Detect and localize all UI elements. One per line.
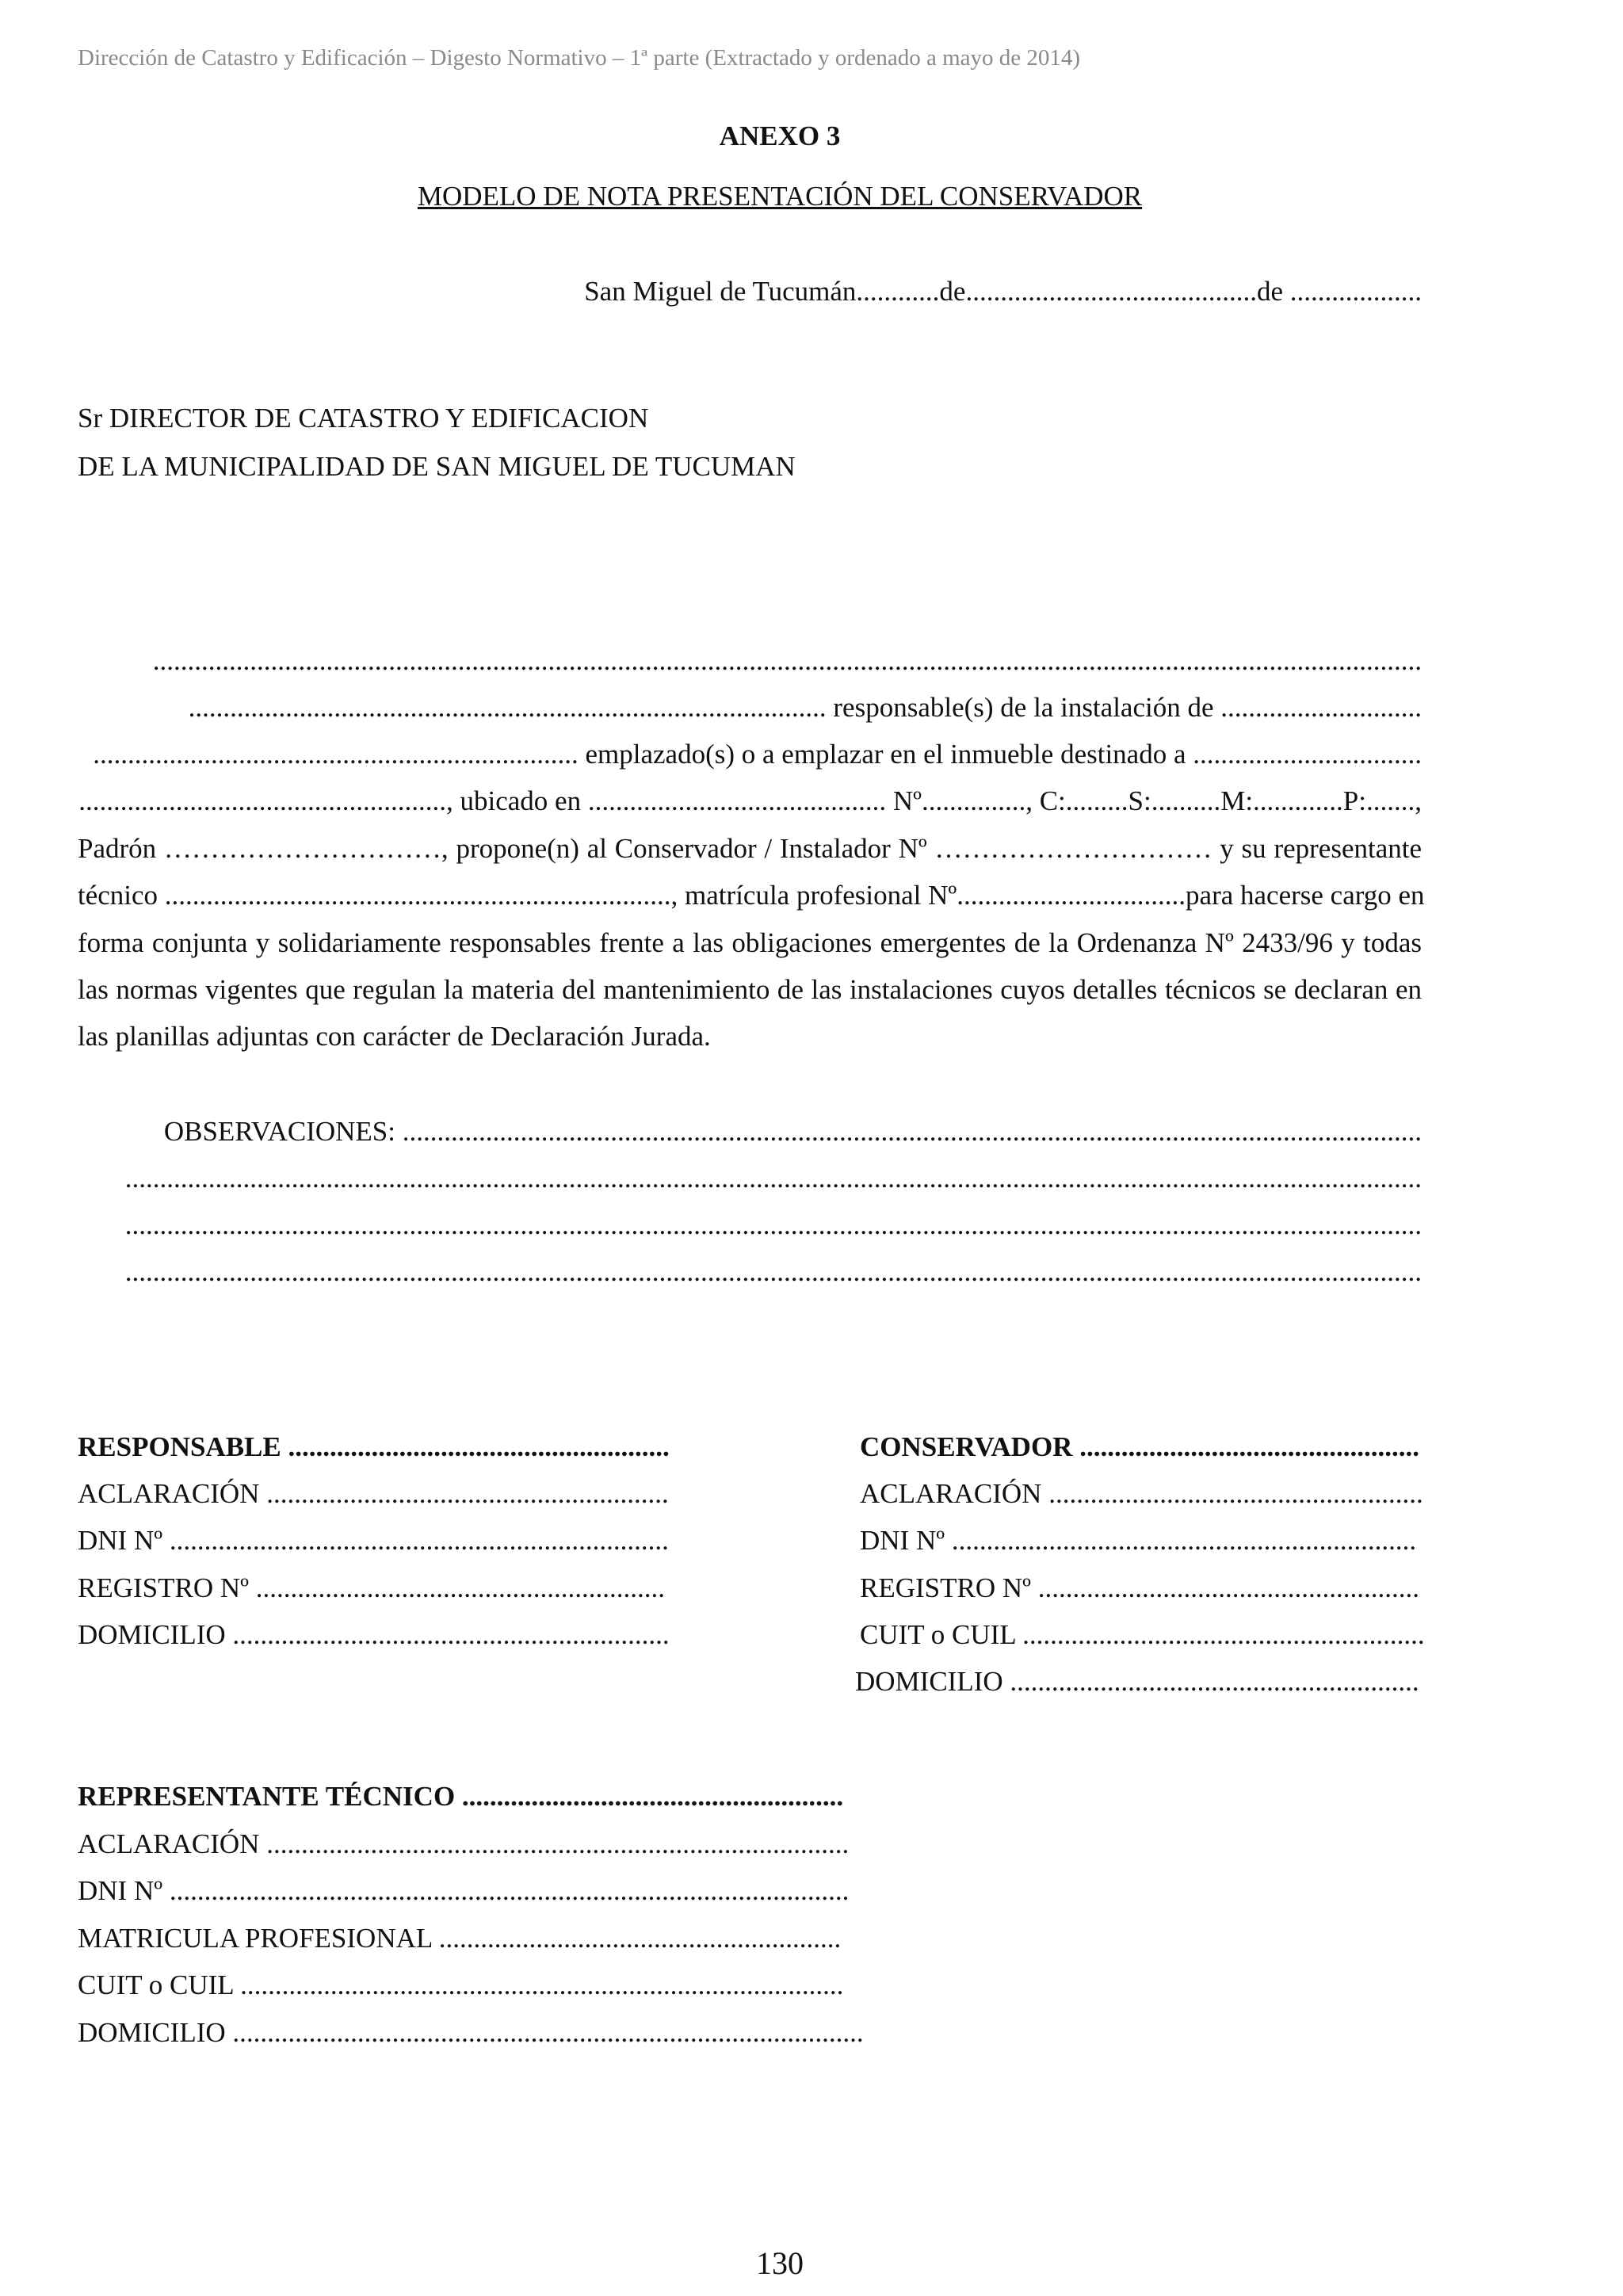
addressee-line-1: Sr DIRECTOR DE CATASTRO Y EDIFICACION [78, 403, 649, 434]
representante-cuit: CUIT o CUIL ....................................................................................... [78, 1969, 844, 2000]
body-line: técnico ........................................................................., matrícula profesional Nº.................................para hacerse cargo en [78, 880, 1425, 911]
body-line: ............................................................................................ responsable(s) de la instalación de ............................. [188, 692, 1422, 723]
observations-label: OBSERVACIONES: ................................................................................................................................................... [163, 1116, 1422, 1147]
body-line: ....................................................................................................................................................................................... [152, 645, 1422, 676]
date-line: San Miguel de Tucumán............de..........................................de ................... [584, 276, 1422, 307]
representante-aclaracion: ACLARACIÓN .................................................................................... [78, 1828, 850, 1859]
body-line: forma conjunta y solidariamente responsables frente a las obligaciones emergentes de la Ordenanza Nº 2433/96 y todas [78, 927, 1422, 958]
representante-domicilio: DOMICILIO ........................................................................................... [78, 2017, 864, 2048]
addressee-line-2: DE LA MUNICIPALIDAD DE SAN MIGUEL DE TUCUMAN [78, 451, 796, 482]
body-line: las normas vigentes que regulan la materia del mantenimiento de las instalaciones cuyos detalles técnicos se declaran en [78, 974, 1422, 1005]
conservador-aclaracion: ACLARACIÓN ...................................................... [860, 1478, 1423, 1509]
observations-line: ........................................................................................................................................................................................... [124, 1256, 1422, 1287]
conservador-title: CONSERVADOR ................................................. [860, 1431, 1419, 1462]
representante-matricula: MATRICULA PROFESIONAL .......................................................... [78, 1923, 842, 1954]
conservador-dni: DNI Nº ................................................................... [860, 1525, 1417, 1556]
responsable-domicilio: DOMICILIO ............................................................... [78, 1619, 670, 1650]
annex-title: ANEXO 3 [719, 120, 841, 151]
observations-line: ........................................................................................................................................................................................... [124, 1163, 1422, 1194]
body-line: ....................................................., ubicado en ........................................... Nº..............., C:.........S:..........M:.............P:......., [78, 785, 1422, 816]
page-number: 130 [756, 2245, 804, 2281]
responsable-aclaracion: ACLARACIÓN .......................................................... [78, 1478, 669, 1509]
representante-title: REPRESENTANTE TÉCNICO ....................................................... [78, 1781, 844, 1812]
conservador-cuit: CUIT o CUIL .......................................................... [860, 1619, 1425, 1650]
conservador-registro: REGISTRO Nº ....................................................... [860, 1572, 1419, 1603]
responsable-title: RESPONSABLE ....................................................... [78, 1431, 670, 1462]
body-line: ...................................................................... emplazado(s) o a emplazar en el inmueble destinado a ................................. [93, 739, 1422, 770]
model-title: MODELO DE NOTA PRESENTACIÓN DEL CONSERVADOR [417, 181, 1143, 212]
observations-line: ........................................................................................................................................................................................... [124, 1209, 1422, 1240]
body-line: las planillas adjuntas con carácter de Declaración Jurada. [78, 1021, 711, 1052]
body-line: Padrón …………………………, propone(n) al Conservador / Instalador Nº ………………………… y su representante [78, 833, 1422, 864]
representante-dni: DNI Nº .................................................................................................. [78, 1875, 850, 1906]
conservador-domicilio: DOMICILIO ........................................................... [855, 1666, 1419, 1697]
responsable-dni: DNI Nº ........................................................................ [78, 1525, 669, 1556]
responsable-registro: REGISTRO Nº ........................................................... [78, 1572, 665, 1603]
page-header: Dirección de Catastro y Edificación – Digesto Normativo – 1ª parte (Extractado y ordenado a mayo de 2014) [78, 45, 1081, 71]
